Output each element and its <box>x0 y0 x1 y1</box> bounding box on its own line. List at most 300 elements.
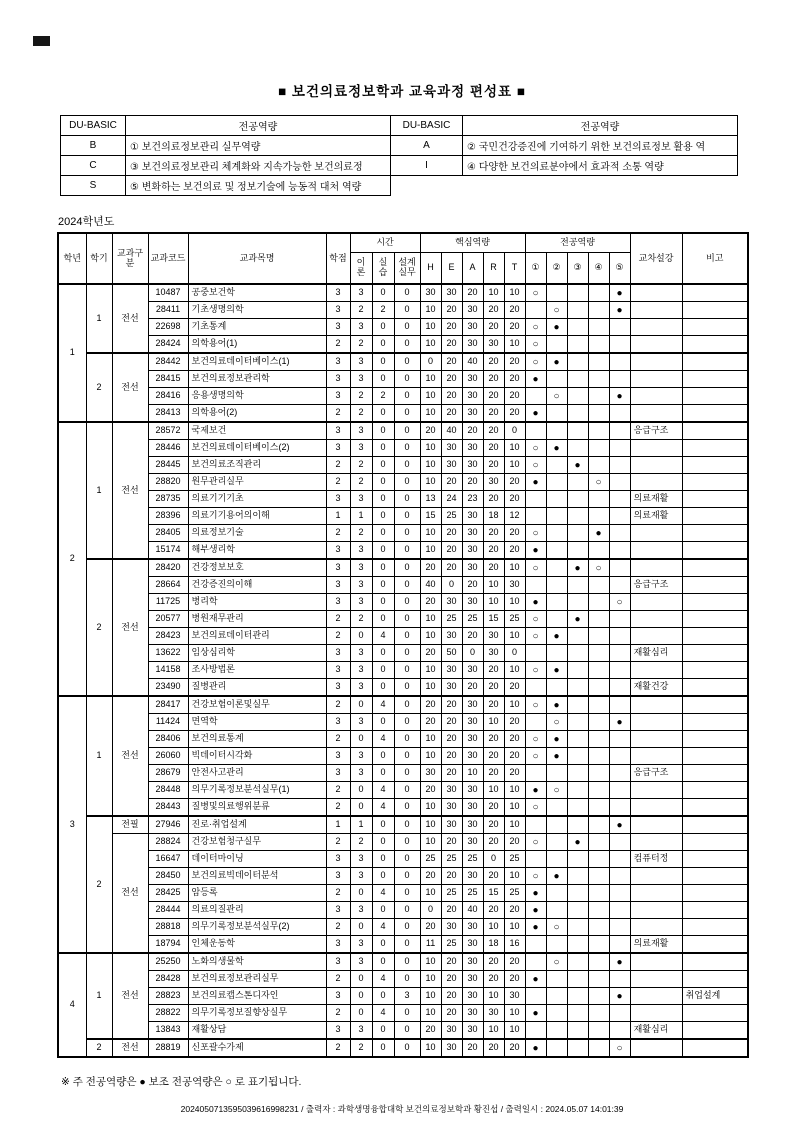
core-h-cell: 10 <box>420 525 441 542</box>
core-e-cell: 20 <box>441 971 462 988</box>
course-row <box>58 611 748 628</box>
core-r-cell: 20 <box>483 491 504 508</box>
major-mark-3-cell: ● <box>567 559 588 577</box>
hours-theory-cell: 2 <box>350 525 372 542</box>
core-e-cell: 25 <box>441 885 462 902</box>
course-row <box>58 508 748 525</box>
credits-cell: 2 <box>326 834 350 851</box>
core-a-cell: 30 <box>462 559 483 577</box>
core-r-cell: 20 <box>483 816 504 834</box>
course-name-cell: 보건의료캡스톤디자인 <box>188 988 326 1005</box>
hours-theory-cell: 3 <box>350 936 372 954</box>
major-mark-2-cell <box>546 508 567 525</box>
core-t-cell: 20 <box>504 371 525 388</box>
core-r-cell: 20 <box>483 662 504 679</box>
du-basic-code: S <box>61 176 126 196</box>
course-type-cell: 전선 <box>112 1039 148 1057</box>
major-mark-3-cell <box>567 988 588 1005</box>
major-mark-2-cell <box>546 611 567 628</box>
header-practice: 실습 <box>372 253 394 285</box>
course-name-cell: 원무관리실무 <box>188 474 326 491</box>
course-type-cell: 전선 <box>112 559 148 696</box>
empty-cell <box>391 176 463 196</box>
hours-design-cell: 0 <box>394 302 420 319</box>
scan-mark <box>33 36 50 46</box>
major-mark-4-cell <box>588 799 609 817</box>
core-t-cell: 10 <box>504 696 525 714</box>
course-name-cell: 조사방법론 <box>188 662 326 679</box>
remark-cell <box>682 902 748 919</box>
course-code-cell: 28444 <box>148 902 188 919</box>
core-t-cell: 10 <box>504 628 525 645</box>
core-r-cell: 20 <box>483 696 504 714</box>
course-code-cell: 18794 <box>148 936 188 954</box>
core-h-cell: 10 <box>420 611 441 628</box>
major-mark-4-cell <box>588 319 609 336</box>
hours-design-cell: 0 <box>394 559 420 577</box>
major-mark-2-cell <box>546 885 567 902</box>
major-mark-1-cell: ● <box>525 1039 546 1057</box>
major-mark-1-cell <box>525 1022 546 1040</box>
core-h-cell: 10 <box>420 457 441 474</box>
major-mark-3-cell <box>567 628 588 645</box>
course-type-cell: 전선 <box>112 284 148 353</box>
core-t-cell: 30 <box>504 988 525 1005</box>
hours-theory-cell: 3 <box>350 765 372 782</box>
major-mark-4-cell <box>588 816 609 834</box>
course-name-cell: 보건의료통계 <box>188 731 326 748</box>
core-r-cell: 18 <box>483 936 504 954</box>
cross-listing-cell <box>630 284 682 302</box>
major-mark-1-cell: ● <box>525 594 546 611</box>
remark-cell <box>682 353 748 371</box>
cross-listing-cell <box>630 353 682 371</box>
hours-practice-cell: 2 <box>372 302 394 319</box>
credits-cell: 3 <box>326 284 350 302</box>
major-mark-1-cell: ○ <box>525 834 546 851</box>
major-mark-4-cell <box>588 782 609 799</box>
cross-listing-cell <box>630 559 682 577</box>
header-cross-listing: 교차설강 <box>630 233 682 284</box>
major-mark-3-cell <box>567 679 588 697</box>
credits-cell: 2 <box>326 971 350 988</box>
credits-cell: 2 <box>326 782 350 799</box>
core-h-cell: 10 <box>420 885 441 902</box>
core-e-cell: 20 <box>441 336 462 354</box>
core-h-cell: 10 <box>420 748 441 765</box>
remark-cell <box>682 474 748 491</box>
major-mark-4-cell <box>588 284 609 302</box>
hours-practice-cell: 2 <box>372 388 394 405</box>
major-mark-2-cell <box>546 645 567 662</box>
core-t-cell: 20 <box>504 748 525 765</box>
major-mark-1-cell <box>525 936 546 954</box>
major-mark-3-cell <box>567 936 588 954</box>
credits-cell: 3 <box>326 542 350 560</box>
major-mark-5-cell <box>609 679 630 697</box>
hours-theory-cell: 3 <box>350 679 372 697</box>
major-mark-5-cell: ● <box>609 988 630 1005</box>
core-r-cell: 20 <box>483 971 504 988</box>
core-e-cell: 25 <box>441 611 462 628</box>
hours-practice-cell: 0 <box>372 868 394 885</box>
cross-listing-cell <box>630 474 682 491</box>
hours-design-cell: 3 <box>394 988 420 1005</box>
core-h-cell: 10 <box>420 834 441 851</box>
cross-listing-cell <box>630 388 682 405</box>
hours-practice-cell: 0 <box>372 851 394 868</box>
core-e-cell: 24 <box>441 491 462 508</box>
hours-design-cell: 0 <box>394 336 420 354</box>
hours-design-cell: 0 <box>394 422 420 440</box>
header-time-group: 시간 <box>350 233 420 253</box>
major-mark-1-cell <box>525 953 546 971</box>
hours-theory-cell: 2 <box>350 302 372 319</box>
remark-cell <box>682 628 748 645</box>
course-row <box>58 525 748 542</box>
major-mark-1-cell: ○ <box>525 662 546 679</box>
cross-listing-cell <box>630 1039 682 1057</box>
major-mark-4-cell <box>588 405 609 423</box>
course-row <box>58 371 748 388</box>
core-a-cell: 30 <box>462 816 483 834</box>
core-r-cell: 20 <box>483 679 504 697</box>
major-mark-3-cell <box>567 594 588 611</box>
remark-cell <box>682 714 748 731</box>
core-t-cell: 20 <box>504 405 525 423</box>
major-mark-5-cell <box>609 319 630 336</box>
hours-practice-cell: 0 <box>372 714 394 731</box>
hours-design-cell: 0 <box>394 851 420 868</box>
core-t-cell: 10 <box>504 559 525 577</box>
core-h-cell: 10 <box>420 971 441 988</box>
core-r-cell: 10 <box>483 714 504 731</box>
major-mark-2-cell <box>546 336 567 354</box>
hours-theory-cell: 3 <box>350 353 372 371</box>
credits-cell: 2 <box>326 474 350 491</box>
course-type-cell: 전선 <box>112 953 148 1039</box>
course-name-cell: 보건의료조직관리 <box>188 457 326 474</box>
major-mark-4-cell <box>588 662 609 679</box>
core-a-cell: 20 <box>462 577 483 594</box>
cross-listing-cell <box>630 902 682 919</box>
major-mark-1-cell: ○ <box>525 457 546 474</box>
du-basic-header-left: DU-BASIC <box>61 116 126 136</box>
course-row <box>58 988 748 1005</box>
major-mark-4-cell: ○ <box>588 474 609 491</box>
credits-cell: 3 <box>326 577 350 594</box>
core-h-cell: 10 <box>420 679 441 697</box>
core-e-cell: 20 <box>441 988 462 1005</box>
remark-cell <box>682 936 748 954</box>
credits-cell: 3 <box>326 953 350 971</box>
course-row <box>58 971 748 988</box>
major-mark-4-cell <box>588 440 609 457</box>
core-h-cell: 10 <box>420 474 441 491</box>
major-mark-3-cell <box>567 902 588 919</box>
major-mark-5-cell: ● <box>609 284 630 302</box>
major-mark-3-cell <box>567 405 588 423</box>
core-e-cell: 30 <box>441 782 462 799</box>
major-mark-5-cell <box>609 405 630 423</box>
remark-cell <box>682 765 748 782</box>
major-mark-5-cell <box>609 422 630 440</box>
course-code-cell: 28823 <box>148 988 188 1005</box>
hours-practice-cell: 4 <box>372 919 394 936</box>
course-name-cell: 건강정보보호 <box>188 559 326 577</box>
core-t-cell: 20 <box>504 353 525 371</box>
remark-cell <box>682 559 748 577</box>
remark-cell <box>682 542 748 560</box>
core-r-cell: 30 <box>483 336 504 354</box>
semester-cell: 2 <box>86 559 112 696</box>
core-e-cell: 20 <box>441 302 462 319</box>
major-mark-4-cell <box>588 594 609 611</box>
core-e-cell: 25 <box>441 508 462 525</box>
core-h-cell: 10 <box>420 1005 441 1022</box>
remark-cell <box>682 834 748 851</box>
hours-design-cell: 0 <box>394 440 420 457</box>
core-t-cell: 20 <box>504 1039 525 1057</box>
major-mark-1-cell: ○ <box>525 748 546 765</box>
cross-listing-cell: 응급구조 <box>630 765 682 782</box>
cross-listing-cell: 재활심리 <box>630 1022 682 1040</box>
core-h-cell: 10 <box>420 336 441 354</box>
remark-cell <box>682 319 748 336</box>
core-h-cell: 20 <box>420 696 441 714</box>
course-row <box>58 474 748 491</box>
course-row <box>58 662 748 679</box>
hours-theory-cell: 0 <box>350 628 372 645</box>
credits-cell: 3 <box>326 936 350 954</box>
semester-cell: 1 <box>86 422 112 559</box>
hours-theory-cell: 2 <box>350 405 372 423</box>
remark-cell <box>682 679 748 697</box>
major-mark-4-cell <box>588 679 609 697</box>
major-mark-2-cell <box>546 679 567 697</box>
course-row <box>58 628 748 645</box>
core-h-cell: 30 <box>420 284 441 302</box>
header-core-group: 핵심역량 <box>420 233 525 253</box>
core-r-cell: 20 <box>483 1039 504 1057</box>
semester-cell: 1 <box>86 696 112 816</box>
major-mark-4-cell: ● <box>588 525 609 542</box>
hours-design-cell: 0 <box>394 577 420 594</box>
major-mark-3-cell <box>567 799 588 817</box>
core-h-cell: 10 <box>420 388 441 405</box>
core-a-cell: 30 <box>462 302 483 319</box>
hours-practice-cell: 0 <box>372 662 394 679</box>
cross-listing-cell <box>630 731 682 748</box>
major-mark-5-cell <box>609 611 630 628</box>
header-major-group: 전공역량 <box>525 233 630 253</box>
cross-listing-cell <box>630 542 682 560</box>
core-t-cell: 20 <box>504 319 525 336</box>
major-mark-5-cell <box>609 645 630 662</box>
major-mark-2-cell <box>546 542 567 560</box>
major-mark-2-cell <box>546 816 567 834</box>
hours-design-cell: 0 <box>394 628 420 645</box>
course-row <box>58 336 748 354</box>
credits-cell: 3 <box>326 302 350 319</box>
core-e-cell: 20 <box>441 371 462 388</box>
core-e-cell: 20 <box>441 405 462 423</box>
remark-cell <box>682 284 748 302</box>
competency-row <box>61 156 738 176</box>
remark-cell <box>682 782 748 799</box>
course-code-cell: 28396 <box>148 508 188 525</box>
major-mark-3-cell <box>567 696 588 714</box>
major-mark-2-cell <box>546 525 567 542</box>
hours-practice-cell: 0 <box>372 1022 394 1040</box>
major-mark-4-cell <box>588 628 609 645</box>
cross-listing-cell: 의료재활 <box>630 491 682 508</box>
course-code-cell: 28448 <box>148 782 188 799</box>
core-r-cell: 18 <box>483 508 504 525</box>
major-mark-2-cell: ● <box>546 440 567 457</box>
core-h-cell: 40 <box>420 577 441 594</box>
remark-cell <box>682 1022 748 1040</box>
major-mark-1-cell: ● <box>525 405 546 423</box>
hours-practice-cell: 0 <box>372 1039 394 1057</box>
hours-theory-cell: 1 <box>350 508 372 525</box>
core-r-cell: 20 <box>483 834 504 851</box>
core-a-cell: 30 <box>462 388 483 405</box>
core-t-cell: 20 <box>504 834 525 851</box>
core-t-cell: 20 <box>504 525 525 542</box>
hours-practice-cell: 0 <box>372 319 394 336</box>
major-mark-5-cell <box>609 371 630 388</box>
core-a-cell: 30 <box>462 696 483 714</box>
core-e-cell: 30 <box>441 919 462 936</box>
core-a-cell: 0 <box>462 645 483 662</box>
major-mark-3-cell <box>567 1022 588 1040</box>
core-e-cell: 20 <box>441 748 462 765</box>
major-mark-2-cell: ○ <box>546 302 567 319</box>
core-t-cell: 25 <box>504 611 525 628</box>
major-mark-1-cell: ○ <box>525 525 546 542</box>
core-h-cell: 10 <box>420 731 441 748</box>
course-name-cell: 보건의료빅데이터분석 <box>188 868 326 885</box>
course-code-cell: 28443 <box>148 799 188 817</box>
hours-theory-cell: 0 <box>350 971 372 988</box>
core-r-cell: 10 <box>483 782 504 799</box>
major-mark-2-cell <box>546 594 567 611</box>
remark-cell <box>682 868 748 885</box>
core-t-cell: 10 <box>504 919 525 936</box>
core-r-cell: 20 <box>483 559 504 577</box>
remark-cell <box>682 953 748 971</box>
major-mark-4-cell <box>588 1022 609 1040</box>
course-code-cell: 27946 <box>148 816 188 834</box>
major-mark-5-cell <box>609 748 630 765</box>
cross-listing-cell <box>630 696 682 714</box>
credits-cell: 3 <box>326 662 350 679</box>
core-h-cell: 13 <box>420 491 441 508</box>
major-mark-3-cell <box>567 714 588 731</box>
hours-practice-cell: 0 <box>372 834 394 851</box>
cross-listing-cell <box>630 319 682 336</box>
cross-listing-cell <box>630 611 682 628</box>
hours-practice-cell: 0 <box>372 645 394 662</box>
course-name-cell: 기초생명의학 <box>188 302 326 319</box>
major-mark-4-cell: ○ <box>588 559 609 577</box>
core-a-cell: 30 <box>462 1022 483 1040</box>
major-mark-4-cell <box>588 542 609 560</box>
cross-listing-cell <box>630 953 682 971</box>
remark-cell <box>682 971 748 988</box>
hours-theory-cell: 3 <box>350 440 372 457</box>
core-r-cell: 10 <box>483 988 504 1005</box>
remark-cell: 취업설계 <box>682 988 748 1005</box>
core-e-cell: 20 <box>441 474 462 491</box>
header-core-a: A <box>462 253 483 285</box>
course-code-cell: 28818 <box>148 919 188 936</box>
course-code-cell: 28450 <box>148 868 188 885</box>
cross-listing-cell: 재활건강 <box>630 679 682 697</box>
core-e-cell: 20 <box>441 1005 462 1022</box>
major-mark-4-cell <box>588 851 609 868</box>
semester-cell: 2 <box>86 816 112 953</box>
major-mark-2-cell: ● <box>546 696 567 714</box>
hours-practice-cell: 4 <box>372 782 394 799</box>
competency-row <box>61 176 738 196</box>
course-code-cell: 23490 <box>148 679 188 697</box>
core-a-cell: 30 <box>462 371 483 388</box>
major-mark-3-cell <box>567 491 588 508</box>
cross-listing-cell <box>630 440 682 457</box>
major-mark-1-cell: ○ <box>525 868 546 885</box>
core-r-cell: 10 <box>483 284 504 302</box>
hours-practice-cell: 0 <box>372 491 394 508</box>
core-t-cell: 0 <box>504 422 525 440</box>
major-mark-3-cell <box>567 662 588 679</box>
hours-theory-cell: 0 <box>350 1005 372 1022</box>
major-mark-4-cell <box>588 388 609 405</box>
header-major-4: ④ <box>588 253 609 285</box>
course-code-cell: 28679 <box>148 765 188 782</box>
hours-theory-cell: 2 <box>350 611 372 628</box>
course-code-cell: 28446 <box>148 440 188 457</box>
credits-cell: 3 <box>326 902 350 919</box>
core-h-cell: 10 <box>420 1039 441 1057</box>
major-mark-4-cell <box>588 765 609 782</box>
competency-row <box>61 136 738 156</box>
major-mark-1-cell: ○ <box>525 319 546 336</box>
major-mark-1-cell: ○ <box>525 731 546 748</box>
major-mark-4-cell <box>588 936 609 954</box>
major-mark-3-cell <box>567 302 588 319</box>
header-year: 학년 <box>58 233 86 284</box>
major-mark-3-cell <box>567 542 588 560</box>
major-mark-4-cell <box>588 645 609 662</box>
cross-listing-cell <box>630 971 682 988</box>
course-row <box>58 284 748 302</box>
core-a-cell: 25 <box>462 611 483 628</box>
hours-theory-cell: 0 <box>350 988 372 1005</box>
hours-theory-cell: 2 <box>350 457 372 474</box>
semester-cell: 1 <box>86 284 112 353</box>
major-mark-4-cell <box>588 748 609 765</box>
core-h-cell: 10 <box>420 816 441 834</box>
hours-practice-cell: 0 <box>372 336 394 354</box>
course-row <box>58 405 748 423</box>
major-mark-1-cell <box>525 765 546 782</box>
core-h-cell: 25 <box>420 851 441 868</box>
major-mark-5-cell <box>609 919 630 936</box>
core-r-cell: 20 <box>483 440 504 457</box>
hours-practice-cell: 0 <box>372 353 394 371</box>
